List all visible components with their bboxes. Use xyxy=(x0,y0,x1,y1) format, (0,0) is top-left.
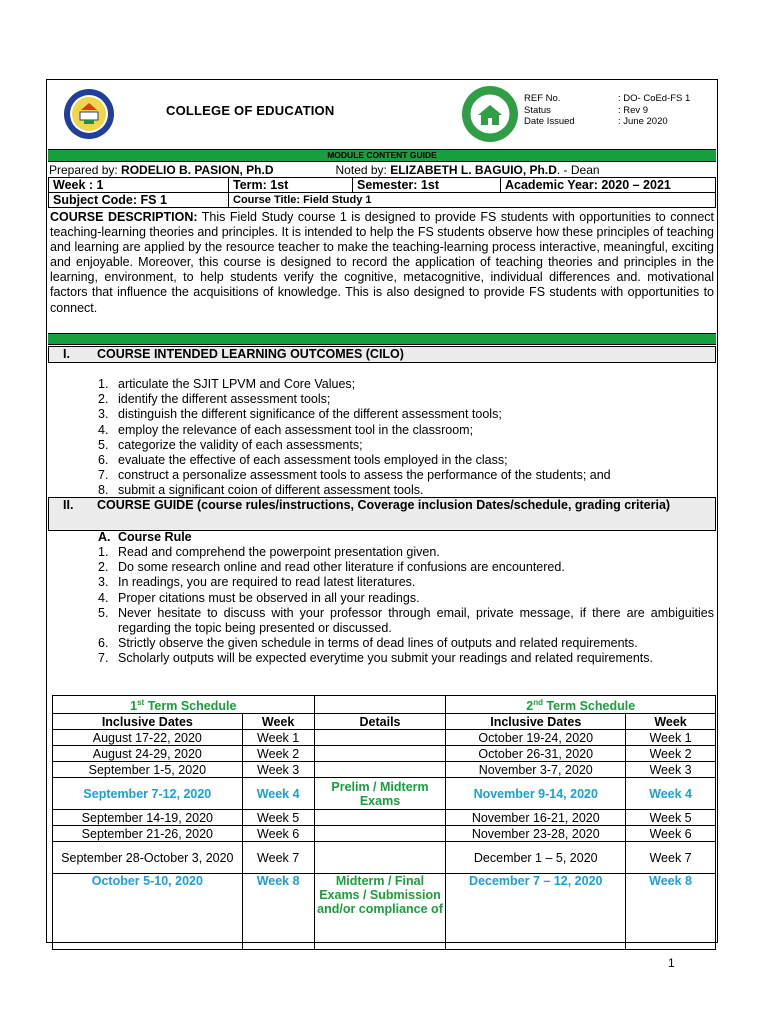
first-term-heading: 1st Term Schedule xyxy=(53,696,315,714)
course-description-label: COURSE DESCRIPTION: xyxy=(50,210,198,224)
list-item: 4. Proper citations must be observed in all your readings. xyxy=(98,590,420,605)
term-schedule-table xyxy=(52,695,716,950)
page-number: 1 xyxy=(668,956,675,970)
table-row-exam: September 7-12, 2020 Week 4 Prelim / Midterm Exams November 9-14, 2020 Week 4 xyxy=(53,778,716,810)
course-description-text: This Field Study course 1 is designed to provide FS students with opportunities to connect teaching-learning theories and principles. It is intended to help the FS students observe how these principles of teaching and learning are applied by the resource teacher to make the teaching-learning process interactive, meaningful, exciting and enjoyable. Moreover, this course is designed to record the application of teaching theories and principles in the learning, environment, to help students verify the cognitive, metacognitive, individual differences and. motivational factors that influence the acquisitions of knowledge. This is also designed to provide FS students with opportunities to connect. xyxy=(50,210,714,315)
ref-key: REF No. xyxy=(524,93,561,104)
list-item: 1. Read and comprehend the powerpoint presentation given. xyxy=(98,545,440,559)
list-item: 6. Strictly observe the given schedule in terms of dead lines of outputs and related requirements. xyxy=(98,636,638,651)
subsection-number: A. xyxy=(98,530,111,544)
cilo-list xyxy=(98,377,714,499)
noted-suffix: . - Dean xyxy=(556,163,600,177)
ref-row xyxy=(524,116,690,128)
green-divider-band xyxy=(48,333,716,345)
table-row: August 17-22, 2020 Week 1 October 19-24, 2020 Week 1 xyxy=(53,730,716,746)
prepared-by-line xyxy=(49,163,717,177)
section-course-guide-header xyxy=(48,497,716,531)
noted-name: ELIZABETH L. BAGUIO, Ph.D xyxy=(390,163,557,177)
table-row: September 14-19, 2020 Week 5 November 16-21, 2020 Week 5 xyxy=(53,810,716,826)
prepared-name: RODELIO B. PASION, Ph.D xyxy=(121,163,274,177)
institute-seal-logo-left xyxy=(63,88,115,140)
list-item: 7. Scholarly outputs will be expected everytime you submit your readings and related requirements. xyxy=(98,651,653,666)
section-title: COURSE INTENDED LEARNING OUTCOMES (CILO) xyxy=(97,347,404,361)
col-header-details: Details xyxy=(314,714,446,730)
document-reference-block xyxy=(524,93,690,128)
semester-cell: Semester: 1st xyxy=(353,178,501,193)
course-info-table xyxy=(48,177,716,208)
table-row: September 28-October 3, 2020 Week 7 December 1 – 5, 2020 Week 7 xyxy=(53,842,716,874)
col-header-week: Week xyxy=(242,714,314,730)
ref-key: Status xyxy=(524,104,551,116)
list-item: 2. Do some research online and read other literature if confusions are encountered. xyxy=(98,560,565,575)
ref-row xyxy=(524,105,690,117)
section-title: COURSE GUIDE (course rules/instructions, Coverage inclusion Dates/schedule, grading criteria) xyxy=(97,498,671,512)
section-cilo-header xyxy=(48,346,716,363)
table-row: August 24-29, 2020 Week 2 October 26-31, 2020 Week 2 xyxy=(53,746,716,762)
details-spacer xyxy=(314,696,446,714)
course-rule-heading xyxy=(98,530,192,545)
ref-value: : DO- CoEd-FS 1 xyxy=(618,93,691,104)
list-item: 2. identify the different assessment tools; xyxy=(98,392,331,407)
institute-seal-logo-right xyxy=(461,85,519,143)
list-item: 8. submit a significant coion of different assessment tools. xyxy=(98,483,424,498)
list-item: 3. distinguish the different significance of the different assessment tools; xyxy=(98,407,502,422)
noted-label: Noted by: xyxy=(335,163,391,177)
list-item: 5. Never hesitate to discuss with your professor through email, private message, if there are ambiguities regarding the topic being presented or discussed. xyxy=(98,605,714,636)
list-item: 1. articulate the SJIT LPVM and Core Values; xyxy=(98,377,356,391)
col-header-week: Week xyxy=(626,714,716,730)
table-row-exam: October 5-10, 2020 Week 8 Midterm / Final Exams / Submission and/or compliance of December 7 – 12, 2020 Week 8 xyxy=(53,874,716,950)
module-content-guide-band xyxy=(48,149,716,162)
ref-row xyxy=(524,93,690,105)
ref-value: : Rev 9 xyxy=(618,104,649,116)
prepared-label: Prepared by: xyxy=(49,163,122,177)
course-description xyxy=(50,210,714,316)
list-item: 6. evaluate the effective of each assessment tools employed in the class; xyxy=(98,453,508,468)
document-header xyxy=(46,79,718,149)
section-number: II. xyxy=(63,498,74,512)
list-item: 5. categorize the validity of each assessments; xyxy=(98,437,363,452)
course-title-cell: Course Title: Field Study 1 xyxy=(229,193,716,208)
band-title: MODULE CONTENT GUIDE xyxy=(327,150,437,160)
subject-code-cell: Subject Code: FS 1 xyxy=(49,193,229,208)
table-row: September 21-26, 2020 Week 6 November 23-28, 2020 Week 6 xyxy=(53,826,716,842)
ref-key: Date Issued xyxy=(524,116,575,127)
table-row: September 1-5, 2020 Week 3 November 3-7, 2020 Week 3 xyxy=(53,762,716,778)
section-number: I. xyxy=(63,347,70,361)
academic-year-cell: Academic Year: 2020 – 2021 xyxy=(501,178,716,193)
col-header-dates: Inclusive Dates xyxy=(53,714,243,730)
list-item: 3. In readings, you are required to read latest literatures. xyxy=(98,575,416,590)
subsection-title: Course Rule xyxy=(118,530,192,544)
col-header-dates: Inclusive Dates xyxy=(446,714,626,730)
course-rules-list xyxy=(98,545,714,667)
term-cell: Term: 1st xyxy=(229,178,353,193)
second-term-heading: 2nd Term Schedule xyxy=(446,696,716,714)
college-title: COLLEGE OF EDUCATION xyxy=(166,103,335,118)
week-cell: Week : 1 xyxy=(49,178,229,193)
list-item: 7. construct a personalize assessment tools to assess the performance of the students; and xyxy=(98,468,611,483)
ref-value: : June 2020 xyxy=(618,116,668,127)
list-item: 4. employ the relevance of each assessment tool in the classroom; xyxy=(98,422,474,437)
